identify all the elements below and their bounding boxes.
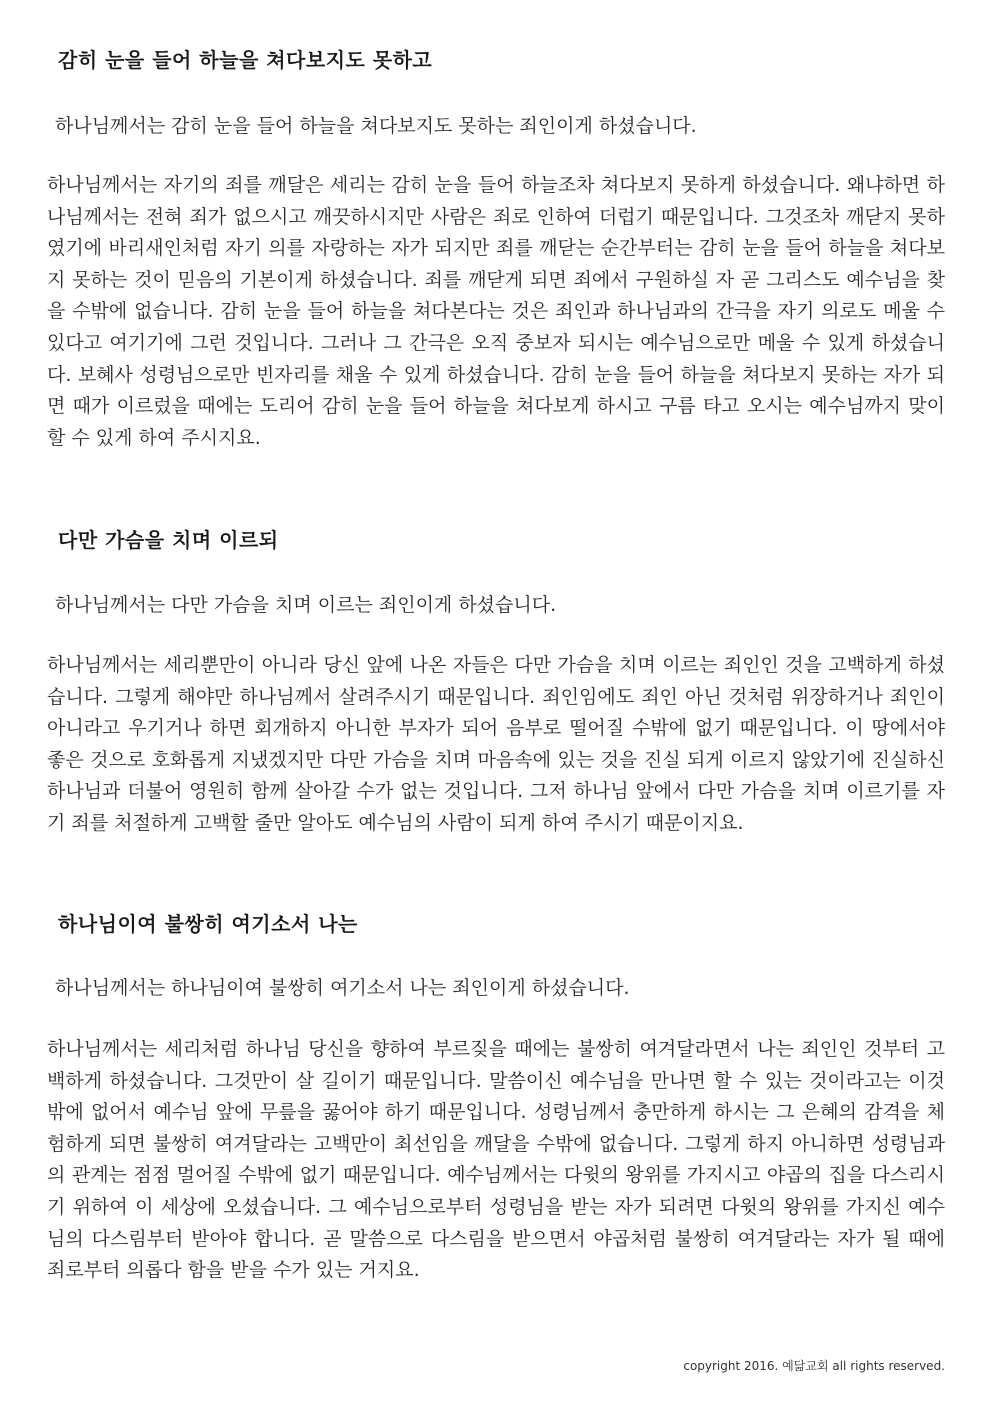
- section-body: 하나님께서는 자기의 죄를 깨달은 세리는 감히 눈을 들어 하늘조차 쳐다보지 못하게 하셨습니다. 왜냐하면 하나님께서는 전혀 죄가 없으시고 깨끗하시지만 사람은 죄로 인하여 더럽기 때문입니다. 그것조차 깨닫지 못하였기에 바리새인처럼 자기 의를 자랑하는 자가 되지만 죄를 깨닫는 순간부터는 감히 눈을 들어 하늘을 쳐다보지 못하는 것이 믿음의 기본이게 하셨습니다. 죄를 깨닫게 되면 죄에서 구원하실 자 곧 그리스도 예수님을 찾을 수밖에 없습니다. 감히 눈을 들어 하늘을 쳐다본다는 것은 죄인과 하나님과의 간극을 자기 의로도 메울 수 있다고 여기기에 그런 것입니다. 그러나 그 간극은 오직 중보자 되시는 예수님으로만 메울 수 있게 하셨습니다. 보혜사 성령님으로만 빈자리를 채울 수 있게 하셨습니다. 감히 눈을 들어 하늘을 쳐다보지 못하는 자가 되면 때가 이르렀을 때에는 도리어 감히 눈을 들어 하늘을 쳐다보게 하시고 구름 타고 오시는 예수님까지 맞이할 수 있게 하여 주시지요.: [47, 174, 945, 449]
- section-heading: 하나님이여 불쌍히 여기소서 나는: [58, 912, 358, 936]
- section-summary: 하나님께서는 감히 눈을 들어 하늘을 쳐다보지도 못하는 죄인이게 하셨습니다.: [55, 115, 697, 137]
- section-body: 하나님께서는 세리뿐만이 아니라 당신 앞에 나온 자들은 다만 가슴을 치며 이르는 죄인인 것을 고백하게 하셨습니다. 그렇게 해야만 하나님께서 살려주시기 때문입니다. 죄인임에도 죄인 아닌 것처럼 위장하거나 죄인이 아니라고 우기거나 하면 회개하지 아니한 부자가 되어 음부로 떨어질 수밖에 없기 때문입니다. 이 땅에서야 좋은 것으로 호화롭게 지냈겠지만 다만 가슴을 치며 마음속에 있는 것을 진실 되게 이르지 않았기에 진실하신 하나님과 더불어 영원히 함께 살아갈 수가 없는 것입니다. 그저 하나님 앞에서 다만 가슴을 치며 이르기를 자기 죄를 처절하게 고백할 줄만 알아도 예수님의 사람이 되게 하여 주시기 때문이지요.: [47, 654, 945, 834]
- section-heading: 감히 눈을 들어 하늘을 쳐다보지도 못하고: [58, 48, 433, 72]
- section-summary: 하나님께서는 다만 가슴을 치며 이르는 죄인이게 하셨습니다.: [55, 594, 557, 616]
- copyright-notice: copyright 2016. 예닮교회 all rights reserved.: [683, 1359, 945, 1373]
- section-body: 하나님께서는 세리처럼 하나님 당신을 향하여 부르짖을 때에는 불쌍히 여겨달라면서 나는 죄인인 것부터 고백하게 하셨습니다. 그것만이 살 길이기 때문입니다. 말씀이신 예수님을 만나면 할 수 있는 것이라고는 이것밖에 없어서 예수님 앞에 무릎을 꿇어야 하기 때문입니다. 성령님께서 충만하게 하시는 그 은혜의 감격을 체험하게 되면 불쌍히 여겨달라는 고백만이 최선임을 깨달을 수밖에 없습니다. 그렇게 하지 아니하면 성령님과의 관계는 점점 멀어질 수밖에 없기 때문입니다. 예수님께서는 다윗의 왕위를 가지시고 야곱의 집을 다스리시기 위하여 이 세상에 오셨습니다. 그 예수님으로부터 성령님을 받는 자가 되려면 다윗의 왕위를 가지신 예수님의 다스림부터 받아야 합니다. 곧 말씀으로 다스림을 받으면서 야곱처럼 불쌍히 여겨달라는 자가 될 때에 죄로부터 의롭다 함을 받을 수가 있는 거지요.: [47, 1038, 945, 1282]
- section-heading: 다만 가슴을 치며 이르되: [58, 528, 279, 552]
- section-summary: 하나님께서는 하나님이여 불쌍히 여기소서 나는 죄인이게 하셨습니다.: [55, 977, 630, 999]
